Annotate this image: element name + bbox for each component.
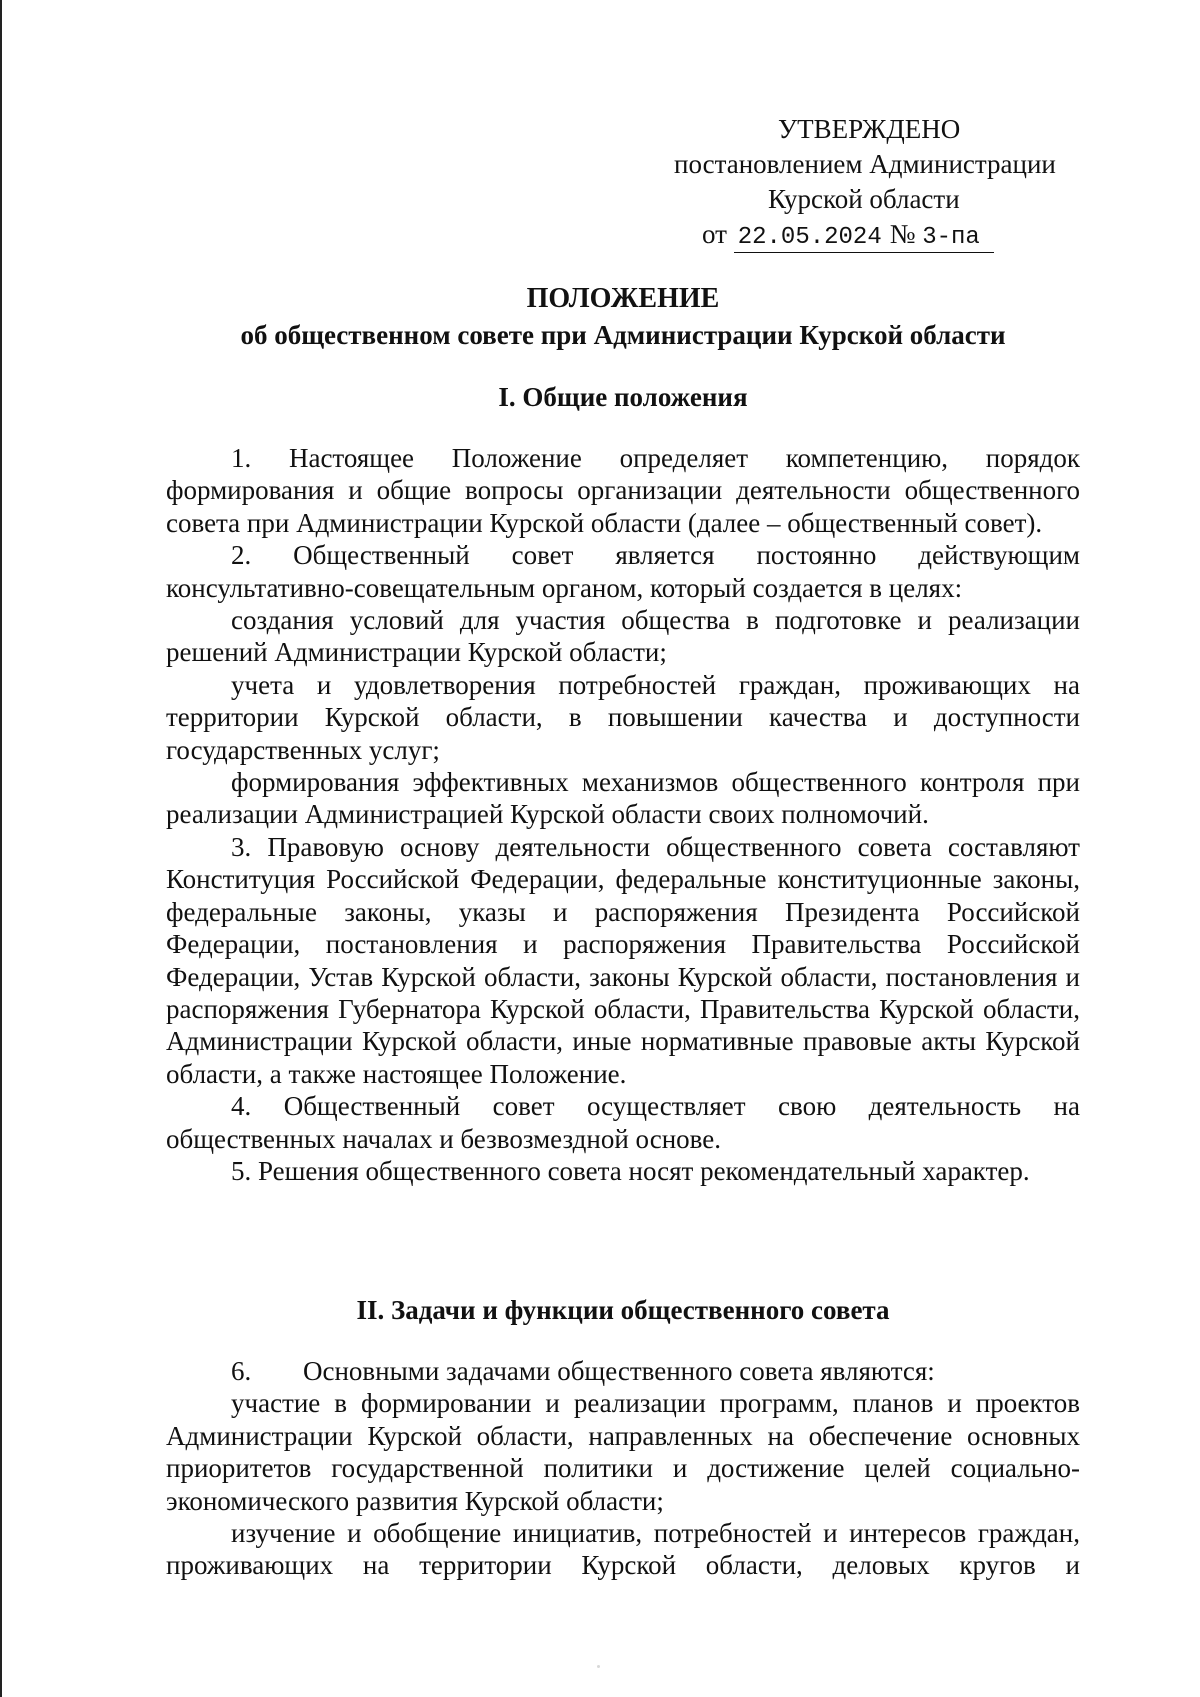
- section-2-heading: II. Задачи и функции общественного совета: [356, 1295, 890, 1325]
- paragraph-1: 1. Настоящее Положение определяет компетенцию, порядок формирования и общие вопросы организации деятельности общественного совета при Администрации Курской области (далее – общественный совет).: [166, 443, 1080, 538]
- paragraph-6-number: 6.: [231, 1356, 252, 1386]
- paragraph-6-task-1: участие в формировании и реализации программ, планов и проектов Администрации Курской области, направленных на обеспечение основных приоритетов государственной политики и достижение целей социально-экономического развития Курской области;: [166, 1388, 1080, 1516]
- paragraph-6-task-2: изучение и обобщение инициатив, потребностей и интересов граждан, проживающих на территории Курской области, деловых кругов и: [166, 1518, 1080, 1581]
- approval-date-value: 22.05.2024: [734, 224, 886, 253]
- paragraph-6-text: Основными задачами общественного совета являются:: [303, 1356, 935, 1386]
- approval-number-field: [886, 220, 994, 253]
- paragraph-4: 4. Общественный совет осуществляет свою деятельность на общественных началах и безвозмездной основе.: [166, 1091, 1080, 1154]
- scan-speck: [597, 1665, 600, 1668]
- approval-stamp: [640, 112, 1100, 253]
- paragraph-2-goal-2: учета и удовлетворения потребностей граждан, проживающих на территории Курской области, в повышении качества и доступности государственных услуг;: [166, 669, 1080, 765]
- section-2-body: [166, 1355, 1080, 1582]
- paragraph-2: 2. Общественный совет является постоянно действующим консультативно-совещательным органом, который создается в целях:: [166, 540, 1080, 603]
- paragraph-3: 3. Правовую основу деятельности общественного совета составляют Конституция Российской Федерации, федеральные конституционные законы, федеральные законы, указы и распоряжения Президента Российской Федерации, постановления и распоряжения Правительства Российской Федерации, Устав Курской области, законы Курской области, постановления и распоряжения Губернатора Курской области, Правительства Курской области, Администрации Курской области, иные нормативные правовые акты Курской области, а также настоящее Положение.: [166, 831, 1080, 1089]
- approval-number-value: 3-па: [922, 224, 980, 251]
- section-1-heading: I. Общие положения: [498, 382, 748, 412]
- approval-region: Курской области: [768, 184, 960, 214]
- section-1-body: [166, 442, 1080, 1187]
- document-title: ПОЛОЖЕНИЕ: [526, 283, 720, 314]
- paragraph-6: [166, 1355, 1080, 1387]
- approval-date-line: [640, 217, 1100, 253]
- document-subtitle: об общественном совете при Администрации Курской области: [240, 320, 1006, 350]
- paragraph-2-goal-3: формирования эффективных механизмов общественного контроля при реализации Администрацией Курской области своих полномочий.: [166, 767, 1080, 830]
- scan-edge-line: [0, 0, 2, 1697]
- approval-by-line: постановлением Администрации: [674, 149, 1056, 179]
- paragraph-2-goal-1: создания условий для участия общества в подготовке и реализации решений Администрации Курской области;: [166, 605, 1080, 668]
- approval-number-prefix: №: [889, 219, 916, 249]
- paragraph-5: 5. Решения общественного совета носят рекомендательный характер.: [231, 1155, 1030, 1186]
- approval-approved: УТВЕРЖДЕНО: [778, 114, 961, 144]
- approval-date-prefix: от: [702, 219, 727, 249]
